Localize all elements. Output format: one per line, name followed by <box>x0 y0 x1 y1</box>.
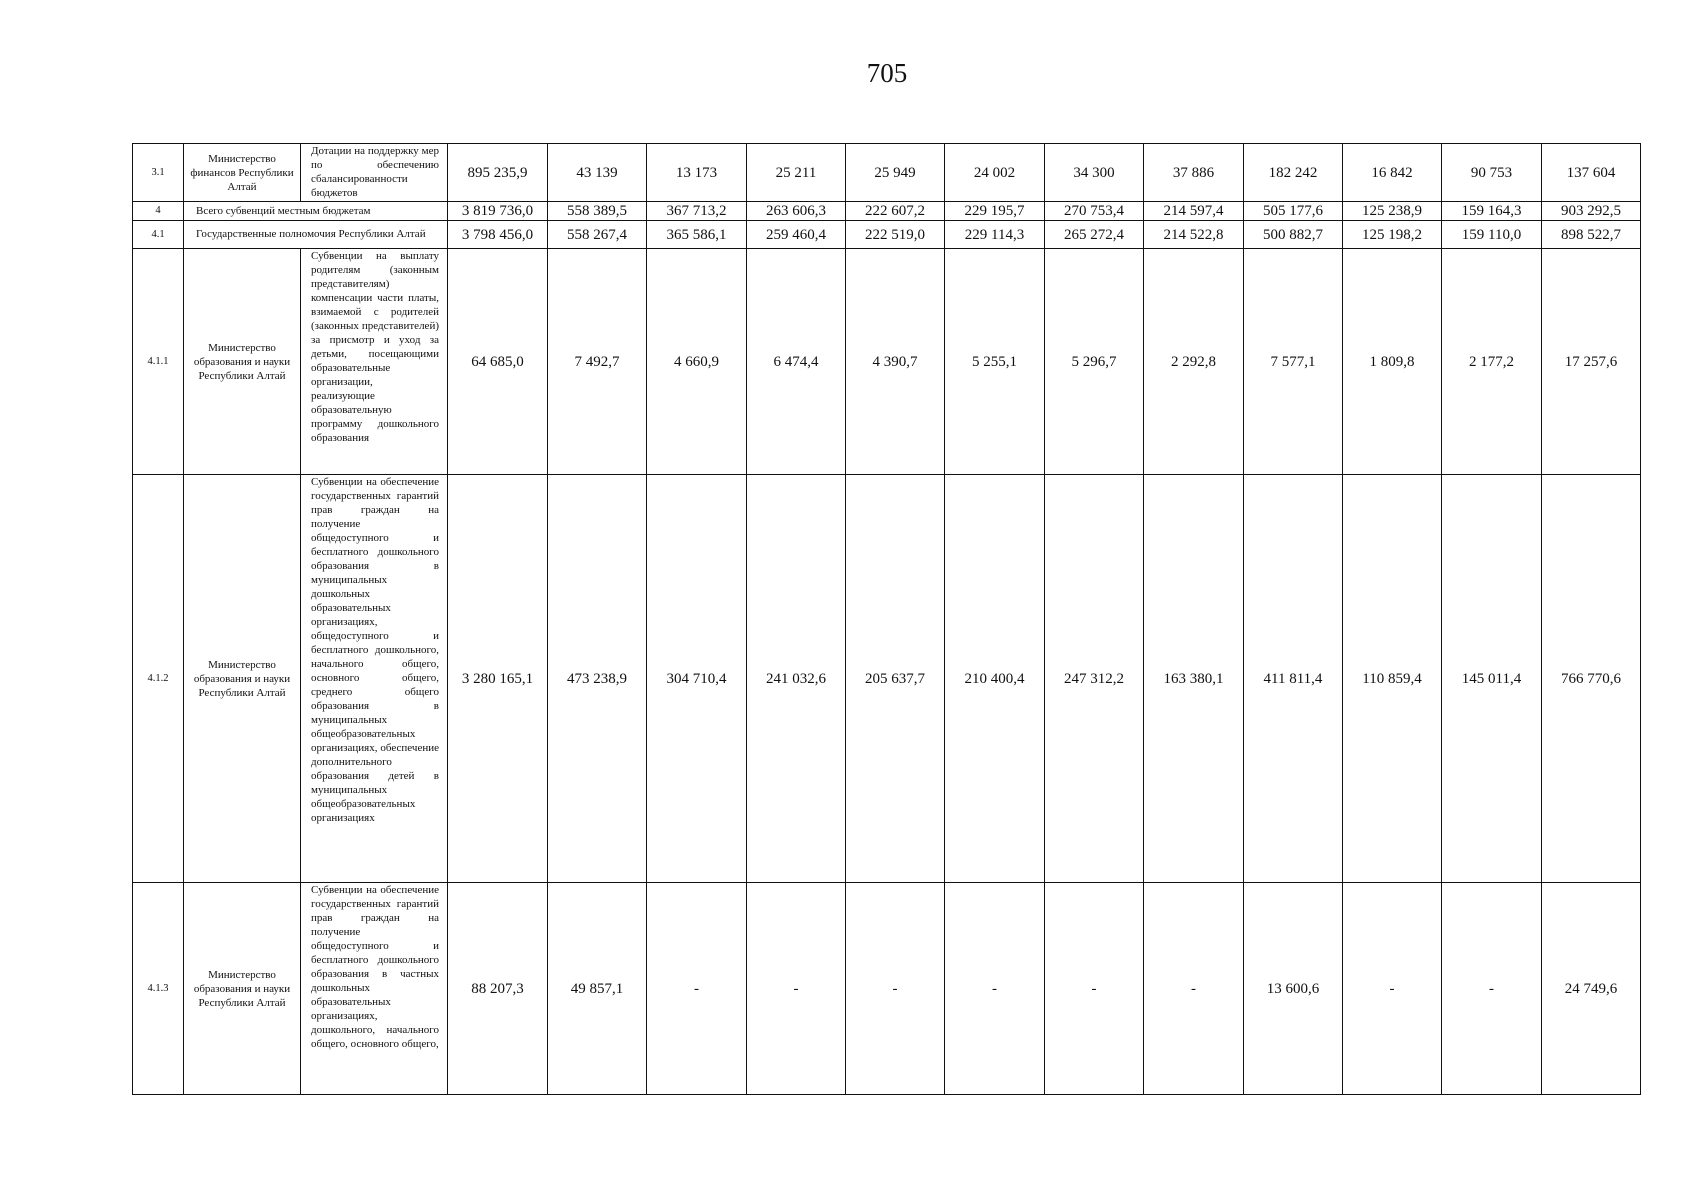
value-cell: 229 114,3 <box>945 221 1045 249</box>
value-cell: 2 177,2 <box>1442 249 1542 475</box>
value-cell: 182 242 <box>1244 144 1343 202</box>
value-cell: 37 886 <box>1144 144 1244 202</box>
budget-table <box>132 143 1641 1095</box>
value-cell: 90 753 <box>1442 144 1542 202</box>
value-cell: 558 267,4 <box>548 221 647 249</box>
value-cell: 270 753,4 <box>1045 202 1144 221</box>
value-cell: - <box>945 883 1045 1095</box>
value-cell: 895 235,9 <box>448 144 548 202</box>
value-cell: 13 600,6 <box>1244 883 1343 1095</box>
value-cell: 247 312,2 <box>1045 475 1144 883</box>
row-number: 3.1 <box>133 144 184 202</box>
value-cell: 473 238,9 <box>548 475 647 883</box>
value-cell: 4 390,7 <box>846 249 945 475</box>
value-cell: 159 110,0 <box>1442 221 1542 249</box>
value-cell: 145 011,4 <box>1442 475 1542 883</box>
value-cell: 210 400,4 <box>945 475 1045 883</box>
row-number: 4.1.3 <box>133 883 184 1095</box>
value-cell: 259 460,4 <box>747 221 846 249</box>
value-cell: 3 798 456,0 <box>448 221 548 249</box>
value-cell: 558 389,5 <box>548 202 647 221</box>
value-cell: 34 300 <box>1045 144 1144 202</box>
value-cell: 3 819 736,0 <box>448 202 548 221</box>
row-number: 4.1.2 <box>133 475 184 883</box>
value-cell: 3 280 165,1 <box>448 475 548 883</box>
description-cell: Субвенции на обеспечение государственных гарантий прав граждан на получение общедоступного и бесплатного дошкольного образования в муниципальных дошкольных образовательных организациях, общедоступного и бесплатного дошкольного, начального общего, основного общего, среднего общего образования в муниципальных общеобразовательных организациях, обеспечение дополнительного образования детей в муниципальных общеобразовательных организациях <box>301 475 448 883</box>
value-cell: 766 770,6 <box>1542 475 1641 883</box>
value-cell: 229 195,7 <box>945 202 1045 221</box>
value-cell: 214 522,8 <box>1144 221 1244 249</box>
value-cell: 5 255,1 <box>945 249 1045 475</box>
table-row <box>133 883 1641 1095</box>
description-cell: Субвенции на обеспечение государственных гарантий прав граждан на получение общедоступного и бесплатного дошкольного образования в частных дошкольных образовательных организациях, дошкольного, начального общего, основного общего, <box>301 883 448 1095</box>
row-number: 4.1 <box>133 221 184 249</box>
value-cell: 49 857,1 <box>548 883 647 1095</box>
value-cell: - <box>846 883 945 1095</box>
value-cell: 4 660,9 <box>647 249 747 475</box>
value-cell: 137 604 <box>1542 144 1641 202</box>
page-number: 705 <box>866 58 908 88</box>
ministry-cell: Министерство финансов Республики Алтай <box>184 144 301 202</box>
value-cell: 411 811,4 <box>1244 475 1343 883</box>
value-cell: 88 207,3 <box>448 883 548 1095</box>
table-row <box>133 475 1641 883</box>
value-cell: 241 032,6 <box>747 475 846 883</box>
value-cell: - <box>1144 883 1244 1095</box>
value-cell: - <box>1045 883 1144 1095</box>
value-cell: 7 577,1 <box>1244 249 1343 475</box>
value-cell: 7 492,7 <box>548 249 647 475</box>
value-cell: 1 809,8 <box>1343 249 1442 475</box>
value-cell: 17 257,6 <box>1542 249 1641 475</box>
ministry-cell: Министерство образования и науки Республики Алтай <box>184 249 301 475</box>
value-cell: - <box>1343 883 1442 1095</box>
ministry-cell: Министерство образования и науки Республики Алтай <box>184 883 301 1095</box>
value-cell: 365 586,1 <box>647 221 747 249</box>
value-cell: 500 882,7 <box>1244 221 1343 249</box>
value-cell: 5 296,7 <box>1045 249 1144 475</box>
value-cell: 125 198,2 <box>1343 221 1442 249</box>
value-cell: - <box>1442 883 1542 1095</box>
value-cell: 2 292,8 <box>1144 249 1244 475</box>
row-number: 4.1.1 <box>133 249 184 475</box>
value-cell: 265 272,4 <box>1045 221 1144 249</box>
value-cell: 205 637,7 <box>846 475 945 883</box>
value-cell: 64 685,0 <box>448 249 548 475</box>
table-row <box>133 202 1641 221</box>
value-cell: 898 522,7 <box>1542 221 1641 249</box>
value-cell: 903 292,5 <box>1542 202 1641 221</box>
value-cell: 222 607,2 <box>846 202 945 221</box>
value-cell: - <box>747 883 846 1095</box>
value-cell: 214 597,4 <box>1144 202 1244 221</box>
value-cell: 222 519,0 <box>846 221 945 249</box>
value-cell: 505 177,6 <box>1244 202 1343 221</box>
value-cell: 159 164,3 <box>1442 202 1542 221</box>
value-cell: 13 173 <box>647 144 747 202</box>
value-cell: 367 713,2 <box>647 202 747 221</box>
value-cell: 25 949 <box>846 144 945 202</box>
value-cell: 16 842 <box>1343 144 1442 202</box>
table-row <box>133 249 1641 475</box>
row-number: 4 <box>133 202 184 221</box>
row-label: Всего субвенций местным бюджетам <box>184 202 448 221</box>
value-cell: 6 474,4 <box>747 249 846 475</box>
value-cell: 25 211 <box>747 144 846 202</box>
description-cell: Дотации на поддержку мер по обеспечению сбалансированности бюджетов <box>301 144 448 202</box>
description-cell: Субвенции на выплату родителям (законным представителям) компенсации части платы, взимаемой с родителей (законных представителей) за присмотр и уход за детьми, посещающими образовательные организации, реализующие образовательную программу дошкольного образования <box>301 249 448 475</box>
value-cell: - <box>647 883 747 1095</box>
value-cell: 24 002 <box>945 144 1045 202</box>
ministry-cell: Министерство образования и науки Республики Алтай <box>184 475 301 883</box>
value-cell: 24 749,6 <box>1542 883 1641 1095</box>
value-cell: 125 238,9 <box>1343 202 1442 221</box>
table-body <box>133 144 1641 1095</box>
value-cell: 110 859,4 <box>1343 475 1442 883</box>
value-cell: 304 710,4 <box>647 475 747 883</box>
value-cell: 263 606,3 <box>747 202 846 221</box>
value-cell: 163 380,1 <box>1144 475 1244 883</box>
table-row <box>133 144 1641 202</box>
row-label: Государственные полномочия Республики Алтай <box>184 221 448 249</box>
table-row <box>133 221 1641 249</box>
value-cell: 43 139 <box>548 144 647 202</box>
